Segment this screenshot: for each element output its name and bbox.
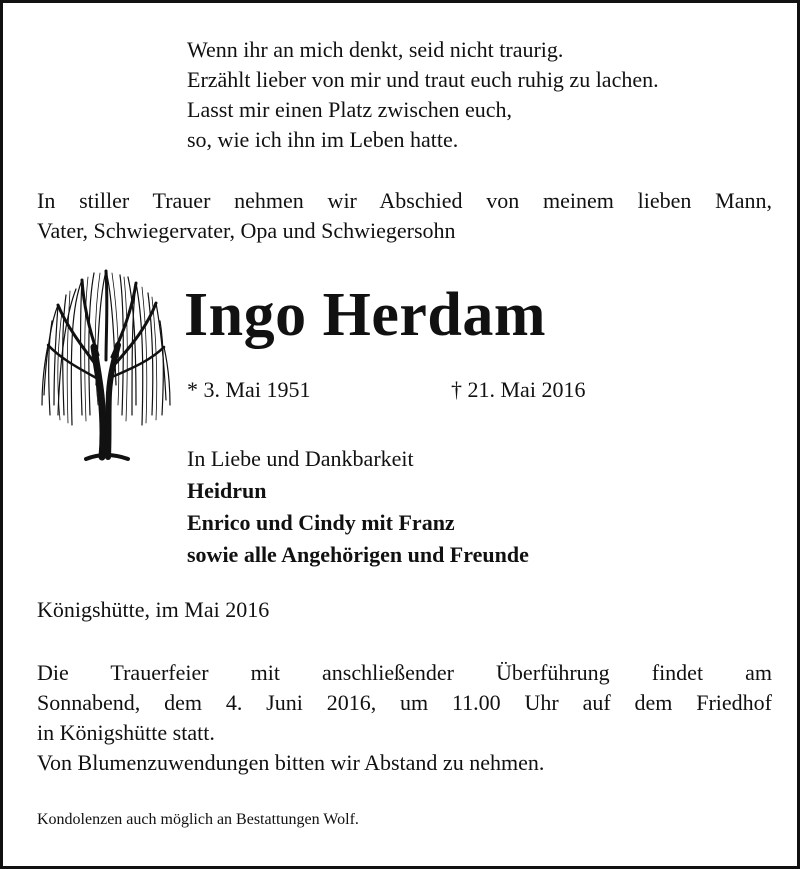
poem-line: Erzählt lieber von mir und traut euch ruhig zu lachen. [187,67,659,92]
funeral-line: Die Trauerfeier mit anschließender Überführung findet am [37,660,772,685]
intro-line: Vater, Schwiegervater, Opa und Schwiegersohn [37,218,456,243]
mourners-intro: In Liebe und Dankbarkeit [187,446,414,471]
death-date: † 21. Mai 2016 [451,377,586,402]
poem-line: Wenn ihr an mich denkt, seid nicht traurig. [187,37,564,62]
funeral-line: in Königshütte statt. [37,720,215,745]
condolence-note: Kondolenzen auch möglich an Bestattungen Wolf. [37,811,359,828]
poem-line: Lasst mir einen Platz zwischen euch, [187,97,513,122]
funeral-line: Von Blumenzuwendungen bitten wir Abstand zu nehmen. [37,750,545,775]
poem [187,35,659,155]
mourner-name: Enrico und Cindy mit Franz [187,510,455,535]
intro-line: In stiller Trauer nehmen wir Abschied von meinem lieben Mann, [37,188,772,213]
birth-date: * 3. Mai 1951 [187,377,311,402]
place-date: Königshütte, im Mai 2016 [37,597,270,622]
intro-text [37,186,772,246]
funeral-info [37,658,772,778]
deceased-name: Ingo Herdam [184,281,546,349]
weeping-tree-icon [36,265,176,465]
poem-line: so, wie ich ihn im Leben hatte. [187,127,459,152]
mourners [187,443,529,571]
funeral-line: Sonnabend, dem 4. Juni 2016, um 11.00 Uhr auf dem Friedhof [37,690,772,715]
mourner-name: sowie alle Angehörigen und Freunde [187,542,529,567]
mourner-name: Heidrun [187,478,267,503]
